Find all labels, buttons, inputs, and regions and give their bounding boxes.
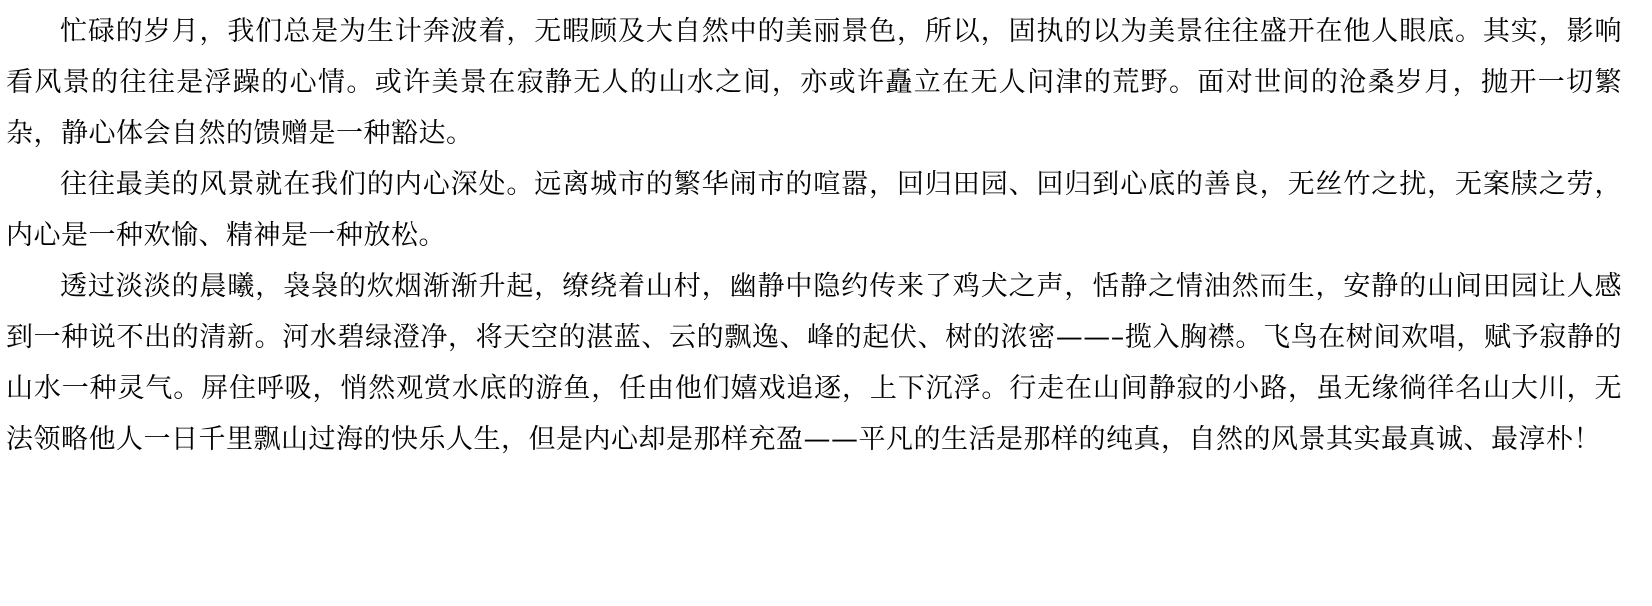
paragraph-3: 透过淡淡的晨曦，袅袅的炊烟渐渐升起，缭绕着山村，幽静中隐约传来了鸡犬之声，恬静之情油然而生，安静的山间田园让人感到一种说不出的清新。河水碧绿澄净，将天空的湛蓝、云的飘逸、峰的起伏、树的浓密——–揽入胸襟。飞鸟在树间欢唱，赋予寂静的山水一种灵气。屏住呼吸，悄然观赏水底的游鱼，任由他们嬉戏追逐，上下沉浮。行走在山间静寂的小路，虽无缘徜徉名山大川，无法领略他人一日千里飘山过海的快乐人生，但是内心却是那样充盈——平凡的生活是那样的纯真，自然的风景其实最真诚、最淳朴！ — [6, 271, 1622, 455]
paragraph-1: 忙碌的岁月，我们总是为生计奔波着，无暇顾及大自然中的美丽景色，所以，固执的以为美景往往盛开在他人眼底。其实，影响看风景的往往是浮躁的心情。或许美景在寂静无人的山水之间，亦或许矗立在无人问津的荒野。面对世间的沧桑岁月，抛开一切繁杂，静心体会自然的馈赠是一种豁达。 — [6, 16, 1622, 149]
paragraph-2: 往往最美的风景就在我们的内心深处。远离城市的繁华闹市的喧嚣，回归田园、回归到心底的善良，无丝竹之扰，无案牍之劳，内心是一种欢愉、精神是一种放松。 — [6, 169, 1622, 251]
